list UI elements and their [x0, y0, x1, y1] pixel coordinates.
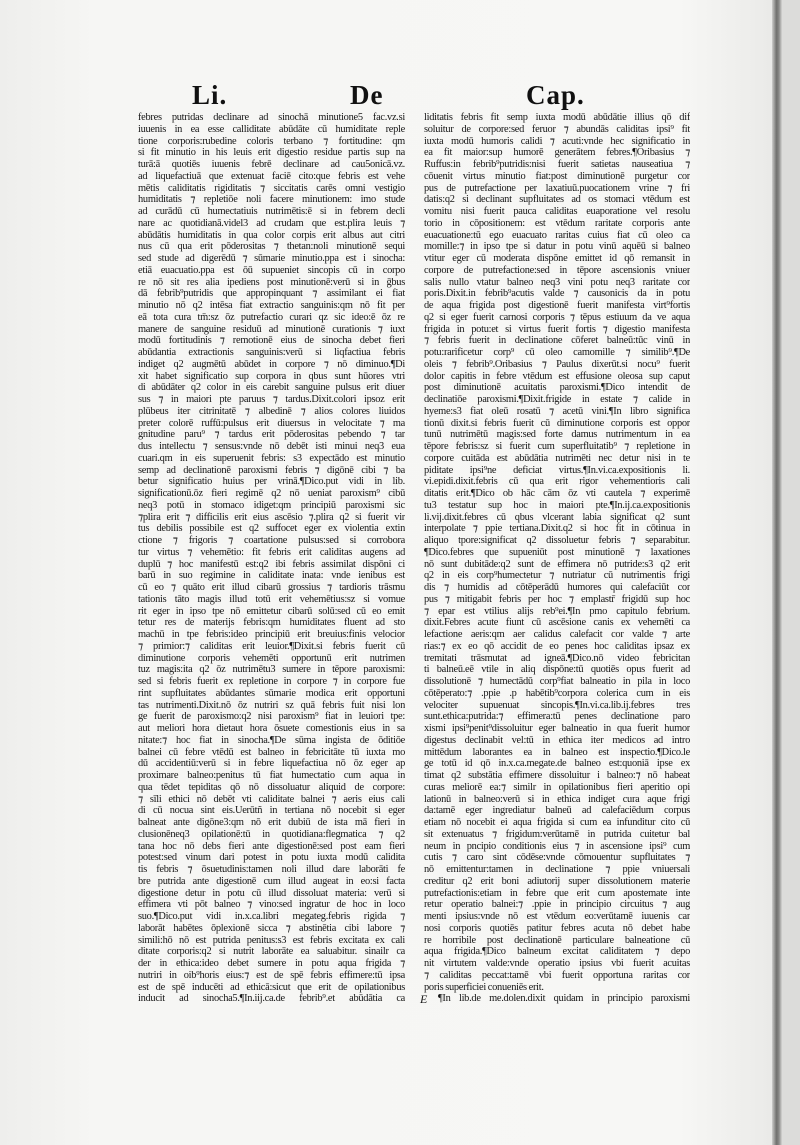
text-line: gnitudine paru⁹ ⁊ tardus erit pōderositas pebendo ⁊ tar [138, 429, 405, 441]
text-line: xit habet significatio sup corpora in qbus sunt hūores vtri [138, 370, 405, 382]
text-line: simili:hō nō est putrida penitus:s3 est febris excitata ex cali [138, 934, 405, 946]
text-line: etiā euacuatio.ppa est ōū supueniet sincopis cū in corpo [138, 264, 405, 276]
left-text-column [138, 112, 405, 1005]
text-line: iuuenis in ea esse calliditate abūdāte cū humiditate reple [138, 123, 405, 135]
text-line: li.vij.dixit.febres cū qbus vlcerant labia significat q2 sunt [424, 511, 690, 523]
text-line: piditate ipsi⁹ne deficiat virtus.¶In.vi.ca.expositionis li. [424, 464, 690, 476]
text-line: pus ⁊ mitigabit febris per hoc ⁊ emplastr̄ frigidū sup hoc [424, 593, 690, 605]
text-line: abūdantia extractionis sanguinis:verū si liqfactiua febris [138, 347, 405, 358]
text-line: de aqua frigida post digestionē fuerit manifesta virt⁹fortis [424, 300, 690, 311]
text-line: torio in cōpositionem: est vtēdum raritate corporis ante [424, 217, 690, 229]
text-line: liditatis febris fit semp iuxta modū abūdātie illius qō dif [424, 112, 690, 123]
text-line: si fit minutio in his leuis erit digestio residue partis sup na [138, 147, 405, 159]
text-line: preter colorē ruffū:pulsus erit diuersus in velocitate ⁊ ma [138, 417, 405, 429]
text-line: dissolutionē ⁊ humectādū corp⁹fiat balneatio in pila in loco [424, 676, 690, 687]
text-line: nō emittentur:tamen in declinatione ⁊ ppie vniuersali [424, 864, 690, 875]
text-line: potu:rarificetur corp⁹ cū oleo camomille ⁊ similib⁹.¶De [424, 347, 690, 358]
text-line: aqua frigida.¶Dico balneum excitat caliditatem ⁊ depo [424, 946, 690, 958]
text-line: poris superficiei conueniēs erit. [424, 981, 544, 993]
text-line: tur virtus ⁊ vehemētio: fit febris erit caliditas augens ad [138, 546, 405, 558]
text-line: manere de sanguine residuū ad minutionē curationis ⁊ iuxt [138, 323, 405, 335]
text-line: eā tota cura tm̄:sz ōz putrefactio curari qz sic ideo:ē ōz re [138, 311, 405, 323]
text-line: tuz magis:ita q2 ōz nutrimētu3 sumere in tēpore paroxismi: [138, 664, 405, 676]
text-line: cutis ⁊ caro sint cōdēse:vnde cōmouentur supfluitates ⁊ [424, 852, 690, 864]
text-line: significationū.ōz fieri regimē q2 nō ueniat paroxism⁹ cibū [138, 488, 405, 499]
text-line: ⁊ sīli ethici nō debēt vti caliditate balnei ⁊ aeris eius cali [138, 793, 405, 805]
text-line: ⁊ primior:⁊ caliditas erit leuior.¶Dixit.si febris fuerit cū [138, 640, 405, 652]
text-line: post diminutionē acuitatis paroxismi.¶Dico intendit de [424, 382, 690, 394]
text-line: nutriri in oib⁹horis eius:⁊ est de spē febris effimere:tū ipsa [138, 969, 405, 981]
text-line: balneat ante digōne3:qm nō erit dubiū de ista mā fieri in [138, 817, 405, 828]
text-line: ⁊ febris fuerit in declinatione cōferet balneū:tūc vinū in [424, 335, 690, 347]
text-line: cuari.qm in eis superuenit febris: s3 expectādo est minutio [138, 452, 405, 464]
running-head-de: De [350, 80, 384, 110]
text-line: clusionēneq3 opilationē:tū in quotidiana:flegmatica ⁊ q2 [138, 828, 405, 840]
text-line: sed stude ad digerēdū ⁊ sūmarie minutio.ppa est i sinocha: [138, 253, 405, 264]
text-line: cū eo ⁊ quāto erit illud cibarū grossius ⁊ tardioris trāsmu [138, 582, 405, 593]
text-line: mittēdum laborantes ea in balneo est inspectio.¶Dico.le [424, 746, 690, 758]
text-line: digestione detur in potu cū illud dissoluat materia: verū si [138, 887, 405, 899]
text-line: curas meliorē ea:⁊ similr in opilationibus fieri aperitio opi [424, 781, 690, 793]
text-line: iuxta modū humoris calidi ⁊ acuti:vnde hec significatio in [424, 135, 690, 147]
text-line: ¶In lib.de me.dolen.dixit quidam in principio paroxismi [438, 993, 690, 1005]
text-line: tēpore febris:sz si fuerit cum superfluitatib⁹ ⁊ repletione in [424, 441, 690, 452]
text-line: timat q2 substātia effimere dissoluitur i balneo:⁊ nō habeat [424, 770, 690, 781]
text-line: da:tamē eger ingrediatur balneū ad calefaciēdum corpus [424, 805, 690, 817]
text-line: lationū in balneo:verū si in ethica indiget cura aque frigi [424, 793, 690, 805]
text-line: Ruffus:in febrib⁹putridis:nisi fuerit satietas nauseatiua ⁊ [424, 159, 690, 170]
text-line: ctione ⁊ frigoris ⁊ coartatione pulsus:sed si corrobora [138, 535, 405, 546]
text-line: indiget q2 augmētū abūdet in corpore ⁊ nō diminuo.¶Di [138, 358, 405, 370]
text-line: q2 si eger fuerit carnosi corporis ⁊ tēpus estiuum da ve aqua [424, 311, 690, 323]
text-line: creditur q2 erit boni adiutorij super dissolutionem materie [424, 875, 690, 887]
text-line: nus cū qua erit pōderositas ⁊ thetan:noli minutionē sequi [138, 241, 405, 253]
text-line: est de spē inducēti ad ethicā:sicut que erit de opilationibus [138, 981, 405, 993]
text-line: dā febrib⁹putridis que appropinquant ⁊ assimilant ei fiat [138, 288, 405, 300]
text-line: di cū nocua sint eis.Uerūtñ in tertiana nō nocebit si eger [138, 805, 405, 817]
text-line: modū fortitudinis ⁊ remotionē eius de sinocha debet fieri [138, 335, 405, 347]
text-line: suo.¶Dico.put vidi in.x.ca.libri megateg.febris rigida ⁊ [138, 911, 405, 922]
text-line: pus de putrefactione per laxatiuū.puocationem vrine ⁊ fri [424, 182, 690, 194]
text-line: sit extenuatus ⁊ frigidum:verūtamē in putrida cuitetur bal [424, 828, 690, 840]
text-line: interpolate ⁊ ppie tertiana.Dixit.q2 si hoc fit in cōtinua in [424, 523, 690, 535]
text-line: turā:ā quotiēs iuuenis febrē declinare ad cau5onicā.vz. [138, 159, 405, 170]
text-line: corpore cuitāda est abūdātia nutrimēti nec detur nisi in te [424, 452, 690, 464]
text-line: ⁊ epar est vtilius alijs reb⁹ei.¶In pmo capitulo febrium. [424, 605, 690, 617]
text-line: vtitur eger cū moderata dispōne emittet id qō remansit in [424, 253, 690, 264]
text-line: tione corporis:rubedine coloris terbano ⁊ fortitudine: qm [138, 135, 405, 147]
text-line: ti balneū.eē vtile in aliq dispōne:tū quotiēs opus fuerit ad [424, 664, 690, 676]
text-line: der in ethica:ideo debet sumere in potu aqua frigida ⁊ [138, 958, 405, 969]
text-line: tationis tāto magis illud totū erit vehemētius:sz si vomue [138, 593, 405, 605]
text-line: retur operatio balnei:⁊ .ppie in principio circuitus ⁊ aug [424, 899, 690, 911]
text-line: tas nutrimenti.Dixit.nō ōz nutriri sz quā febris fuit nisi lon [138, 699, 405, 711]
text-line: re nō sit res alia ipediens post minutionē:verū si in ḡbus [138, 276, 405, 288]
text-line: xismi ipsi⁹penit⁹dissoluitur eger balneatio in qua fuerit humor [424, 723, 690, 734]
text-line: ge totū id qō in.x.ca.megate.de balneo est:quoniā ipse ex [424, 758, 690, 770]
text-line: ge fuerit de paroxismo:q2 nisi paroxism⁹ fiat in leuiori tpe: [138, 711, 405, 723]
text-line: effimera vti pōt balneo ⁊ vino:sed ingratur de hoc in loco [138, 899, 405, 911]
text-line: nō sunt dubitāde:q2 sunt de effimera nō putride:s3 q2 erit [424, 558, 690, 570]
text-line: dū accidentiū:verū si in febre liquefactiua nō ōz eger ap [138, 758, 405, 770]
page-gutter-shadow [772, 0, 782, 1145]
text-line: hyeme:s3 fiat oleū rosatū ⁊ acetū vini.¶In libro significa [424, 405, 690, 417]
text-line: mētis caliditatis rigiditatis ⁊ siccitatis carēs omni vestigio [138, 182, 405, 194]
text-line: vomitu nisi fuerit pauca caliditas euaporatione vel resolu [424, 206, 690, 217]
text-line: salis nullo vtatur balneo neq3 vini potu neq3 raritate cor [424, 276, 690, 288]
text-line: inducit ad sinocha5.¶In.iij.ca.de febrib⁹.et abūdātia ca [138, 993, 405, 1005]
text-line: tus debilis possibile est q2 suffocet eger ex violentia extin [138, 523, 405, 535]
text-line: euacuatione:tū ego euacuato raritas cuius fiat cū oleo ca [424, 229, 690, 241]
text-line: ad curādū cū humectatiuis nutrimētis:ē si in febrem decli [138, 206, 405, 217]
text-line: momille:⁊ in ipso tpe si datur in potu vinū aquēū si balneo [424, 241, 690, 253]
text-line: tu3 testatur sup hoc in maiori pte.¶In.ij.ca.expositionis [424, 499, 690, 511]
text-line: tremitati trāsmutat ad igneā.¶Dico.nō video febricitan [424, 652, 690, 664]
text-line: sed si febris fuerit ex repletione in corpore ⁊ in corpore fue [138, 676, 405, 687]
text-line: rit eger in ipso tpe nō emittetur cibarū solū:sed cū eo emit [138, 605, 405, 617]
text-line: duplū ⁊ hoc manifestū est:q2 ibi febris assimilat dispōni ci [138, 558, 405, 570]
text-line: aut meliori hora dietaut hora ōsuete comestionis eius in sa [138, 723, 405, 734]
running-head-book: Li. [192, 80, 228, 110]
text-line: vi.epidi.dixit.febris cū qua erit rigor vehementioris cali [424, 476, 690, 488]
text-line: qua tēdet tepiditas qō nō dissoluatur aliquid de corpore: [138, 781, 405, 793]
text-line: nare ac quotidianā.videl3 ad crudam que est.plira leuis ⁊ [138, 217, 405, 229]
text-line: bre putrida ante digestionē cum illud augeat in eo:si facta [138, 875, 405, 887]
text-line: abūdātis humiditatis in qua color corpis erit albus aut citri [138, 229, 405, 241]
text-line: ad liquefactiuā que extenuat faciē cito:que febris est vehe [138, 170, 405, 182]
text-line: di abūdāter q2 color in eis carebit sanguine pulsus erit diuer [138, 382, 405, 394]
text-line: dis ⁊ humidis ad cōtēperādū humores qui calefaciūt cor [424, 582, 690, 593]
text-line: re horribile post declinationē particulare balneatione cū [424, 934, 690, 946]
text-line: corpore de putrefactione:sed in tēpore ascensionis vniuer [424, 264, 690, 276]
text-line: declinatiōe paroxismi.¶Dixit.frigide in estate ⁊ calide in [424, 394, 690, 405]
text-line: q2 in eis corp⁹humectetur ⁊ nutriatur cū nutrimentis frigi [424, 570, 690, 582]
printer-signature-mark: E [420, 992, 428, 1006]
text-line: balnei cū febre vtēdū est balneo in febricitāte tū iuxta mo [138, 746, 405, 758]
text-line: tetur res de materijs febris:qm humiditates fluent ad sto [138, 617, 405, 629]
text-line: sus ⁊ in maiori pte paruus ⁊ tardus.Dixit.colori ipsoz erit [138, 394, 405, 405]
text-line: menti ipsius:vnde nō est vtēdum eo:verūtamē iuuenis car [424, 911, 690, 922]
text-line: semp ad declinationē paroxismi febris ⁊ digōnē cibi ⁊ ba [138, 464, 405, 476]
text-line: dixit.Febres acute fiunt cū ascēsione canis ex vehemēti ca [424, 617, 690, 629]
text-line: tis febris ⁊ ōsuetudinis:tamen noli illud dare laborāti fe [138, 864, 405, 875]
text-line: nitate:⁊ hoc fiat in sinocha.¶De sūma ingista de ōditiōe [138, 734, 405, 746]
text-line: putrefactionis:etiam in febre que erit cum apostemate inte [424, 887, 690, 899]
text-line: minutio nō q2 intēsa fiat extractio sanguinis:qm nō fit per [138, 300, 405, 311]
text-line: oleis ⁊ febrib⁹.Oribasius ⁊ Paulus dixerūt.si nocu⁹ fuerit [424, 358, 690, 370]
text-line: poris.Dixit.in febrib⁹acutis valde ⁊ causonicis da in potu [424, 288, 690, 300]
page-edge [782, 0, 800, 1145]
right-text-column [424, 112, 690, 1005]
text-line: tana hoc nō debs fieri ante digestionē:sed post eam fieri [138, 840, 405, 852]
text-line: rint supfluitates abūdantes sūmarie modica erit opportuni [138, 687, 405, 699]
text-line: cōtēperato:⁊ .ppie .p habētib⁹corpora colerica cum in eis [424, 687, 690, 699]
text-line: aliquo tpore:significat q2 dissoluetur febris ⁊ separabitur. [424, 535, 690, 546]
text-line: nosi corporis quotiēs patitur febres acuta nō debet habe [424, 922, 690, 934]
text-line: sunt.ethica:putrida:⁊ effimera:tū penes declinatione paro [424, 711, 690, 723]
text-line: neum in pncipio conditionis eius ⁊ in ascensione ipsi⁹ cum [424, 840, 690, 852]
text-line: laborāt habētes ōplexionē sicca ⁊ abstinētia cibi labore ⁊ [138, 922, 405, 934]
text-line: humiditatis ⁊ repletiōe noli facere minutionem: imo stude [138, 194, 405, 206]
text-line: soluitur de corpore:sed feruor ⁊ abundās caliditas ipsi⁹ fit [424, 123, 690, 135]
text-line: rias:⁊ ex eo qō accidit de eo penes hoc caliditas ipsaz ex [424, 640, 690, 652]
text-line: betur significatio huius per vrinā.¶Dico.put vidi in lib. [138, 476, 405, 488]
text-line: nit virtutem valde:vnde operatio ipsius vbi fuerit acuitas [424, 958, 690, 969]
text-line: velociter supuenuat sincopis.¶In.vi.ca.lib.ij.febres tres [424, 699, 690, 711]
text-line: frigida in potu:et si virtus fuerit fortis ⁊ digestio manifesta [424, 323, 690, 335]
text-line: neq3 potū in stomaco idiget:qm principiū paroxismi sic [138, 499, 405, 511]
text-line: barū in suo regimine in caliditate inata: vnde ienibus est [138, 570, 405, 582]
text-line: ditatis erit.¶Dico ob hāc cām ōz vti cautela ⁊ experimē [424, 488, 690, 499]
text-line: plūbeus iter citrinitatē ⁊ albedinē ⁊ alios colores liuidos [138, 405, 405, 417]
text-line: lefactione aeris:qm aer calidus calefacit cor valde ⁊ arte [424, 629, 690, 640]
text-line: febres putridas declinare ad sinochā minutione5 fac.vz.si [138, 112, 405, 123]
text-line: datis:q2 si declinant supfluitates ad os stomaci vtēdum est [424, 194, 690, 206]
running-head-chapter: Cap. [526, 80, 585, 110]
text-line: potest:sed vinum dari potest in potu iuxta modū calidita [138, 852, 405, 864]
text-line: ¶Dico.febres que supueniūt post minutionē ⁊ laxationes [424, 546, 690, 558]
text-line: ⁊plira erit ⁊ difficilis erit eius ascēsio ⁊.plira q2 si fuerit vir [138, 511, 405, 523]
text-line: cōuenit virtus minutio fiat:post diminutionē purgetur cor [424, 170, 690, 182]
text-line: ea fit maior:sup humorē generātem febres.¶Oribasius ⁊ [424, 147, 690, 159]
text-line: tionū dixit.si febris fuerit cū diminutione corporis est oppor [424, 417, 690, 429]
text-line: etiam nō nocebit ei aqua frigida si cum ea infunditur cito cū [424, 817, 690, 828]
text-line: dus intellectu ⁊ sensus:vnde nō debēt isti minui neq3 eua [138, 441, 405, 452]
text-line: dolor capitis in febre vtēdum est effusione oleosa sup caput [424, 370, 690, 382]
text-line: ⁊ caliditas peccat:tamē vbi fuerit opportuna raritas cor [424, 969, 690, 981]
text-line: machū in tpe febris:ideo principiū erit breuius:finis velocior [138, 629, 405, 640]
text-line: diminutione corporis vehemēti opportunū erit nutrimen [138, 652, 405, 664]
text-line: digestus declinabit vel:tū in ethica iter medicos ad intro [424, 734, 690, 746]
text-line: proximare balneo:penitus tū fiat humectatio cum aqua in [138, 770, 405, 781]
text-line: tunū nutrimētū magis:sed forte damus nutrimentum in ea [424, 429, 690, 441]
text-line: ditate corporis:q2 si nutrit laborāte ea saluabitur. sinailr ca [138, 946, 405, 958]
